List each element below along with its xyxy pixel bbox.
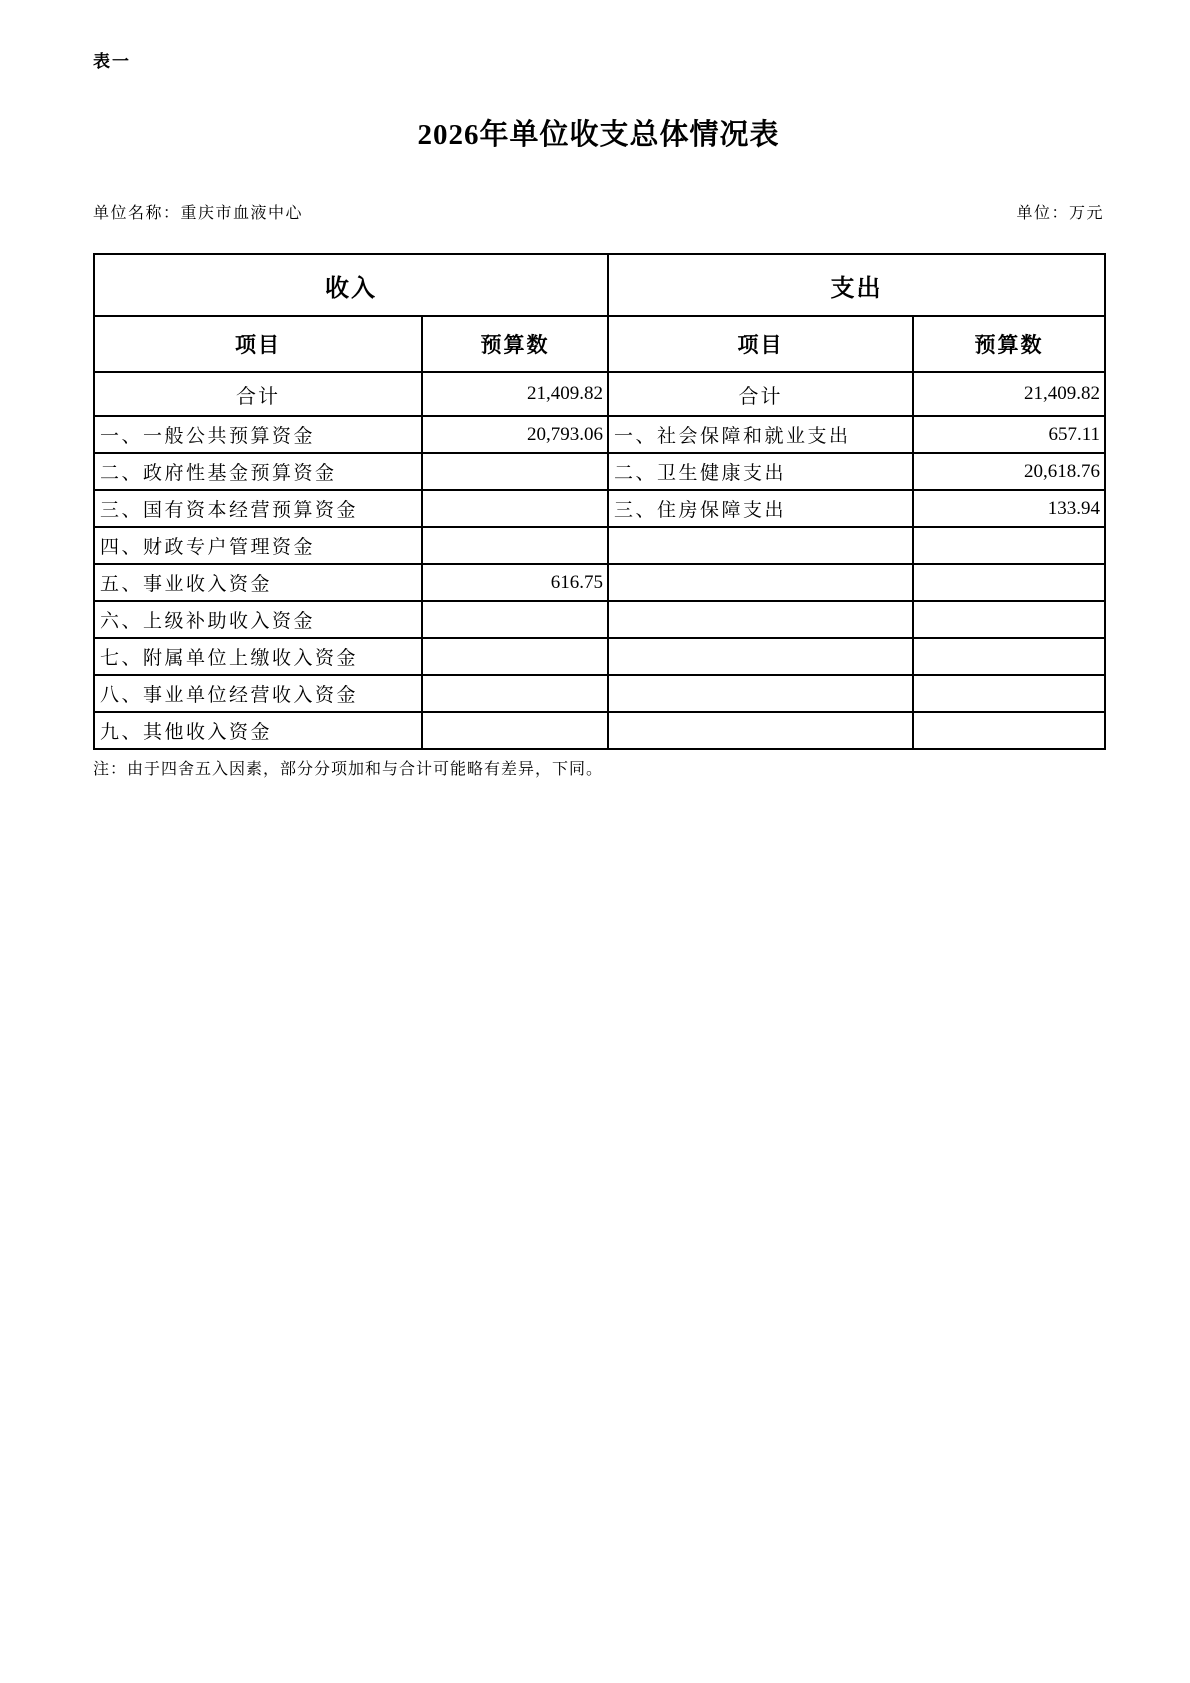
income-value-cell: 616.75 (422, 564, 608, 601)
income-group-header: 收入 (94, 254, 608, 316)
page-title: 2026年单位收支总体情况表 (417, 119, 780, 151)
total-row (94, 372, 1105, 416)
expense-value-cell: 657.11 (913, 416, 1105, 453)
income-value-cell (422, 675, 608, 712)
table-row (94, 601, 1105, 638)
expense-budget-header: 预算数 (913, 316, 1105, 372)
expense-item-cell: 二、卫生健康支出 (608, 453, 913, 490)
expense-value-cell (913, 527, 1105, 564)
income-item-cell: 四、财政专户管理资金 (94, 527, 422, 564)
table-row (94, 712, 1105, 749)
currency-unit-label: 单位：万元 (1016, 205, 1104, 222)
table-number-label: 表一 (93, 52, 131, 71)
income-value-cell (422, 453, 608, 490)
income-item-cell: 五、事业收入资金 (94, 564, 422, 601)
expense-value-cell: 20,618.76 (913, 453, 1105, 490)
budget-summary-table (93, 253, 1106, 750)
expense-total-label: 合计 (608, 372, 913, 416)
expense-item-cell (608, 675, 913, 712)
expense-value-cell (913, 675, 1105, 712)
income-value-cell (422, 601, 608, 638)
unit-name-label: 单位名称：重庆市血液中心 (93, 205, 304, 222)
income-value-cell (422, 490, 608, 527)
expense-value-cell (913, 601, 1105, 638)
income-total-value: 21,409.82 (422, 372, 608, 416)
expense-item-header: 项目 (608, 316, 913, 372)
table-row (94, 527, 1105, 564)
income-value-cell (422, 638, 608, 675)
expense-value-cell (913, 712, 1105, 749)
footnote: 注：由于四舍五入因素，部分分项加和与合计可能略有差异，下同。 (93, 761, 604, 778)
income-item-cell: 九、其他收入资金 (94, 712, 422, 749)
income-item-cell: 一、一般公共预算资金 (94, 416, 422, 453)
meta-row (93, 203, 1104, 224)
group-header-row (94, 254, 1105, 316)
expense-item-cell: 三、住房保障支出 (608, 490, 913, 527)
expense-item-cell (608, 601, 913, 638)
income-item-cell: 三、国有资本经营预算资金 (94, 490, 422, 527)
expense-value-cell: 133.94 (913, 490, 1105, 527)
income-value-cell (422, 712, 608, 749)
table-row (94, 490, 1105, 527)
table-row (94, 638, 1105, 675)
expense-item-cell: 一、社会保障和就业支出 (608, 416, 913, 453)
column-header-row (94, 316, 1105, 372)
table-row (94, 416, 1105, 453)
income-total-label: 合计 (94, 372, 422, 416)
table-row (94, 564, 1105, 601)
income-item-cell: 六、上级补助收入资金 (94, 601, 422, 638)
table-row (94, 453, 1105, 490)
income-value-cell (422, 527, 608, 564)
expense-item-cell (608, 638, 913, 675)
page-content (93, 52, 1104, 780)
income-item-header: 项目 (94, 316, 422, 372)
expense-total-value: 21,409.82 (913, 372, 1105, 416)
income-item-cell: 八、事业单位经营收入资金 (94, 675, 422, 712)
expense-value-cell (913, 638, 1105, 675)
expense-group-header: 支出 (608, 254, 1105, 316)
table-row (94, 675, 1105, 712)
expense-value-cell (913, 564, 1105, 601)
expense-item-cell (608, 564, 913, 601)
expense-item-cell (608, 527, 913, 564)
expense-item-cell (608, 712, 913, 749)
income-item-cell: 七、附属单位上缴收入资金 (94, 638, 422, 675)
income-item-cell: 二、政府性基金预算资金 (94, 453, 422, 490)
income-budget-header: 预算数 (422, 316, 608, 372)
income-value-cell: 20,793.06 (422, 416, 608, 453)
